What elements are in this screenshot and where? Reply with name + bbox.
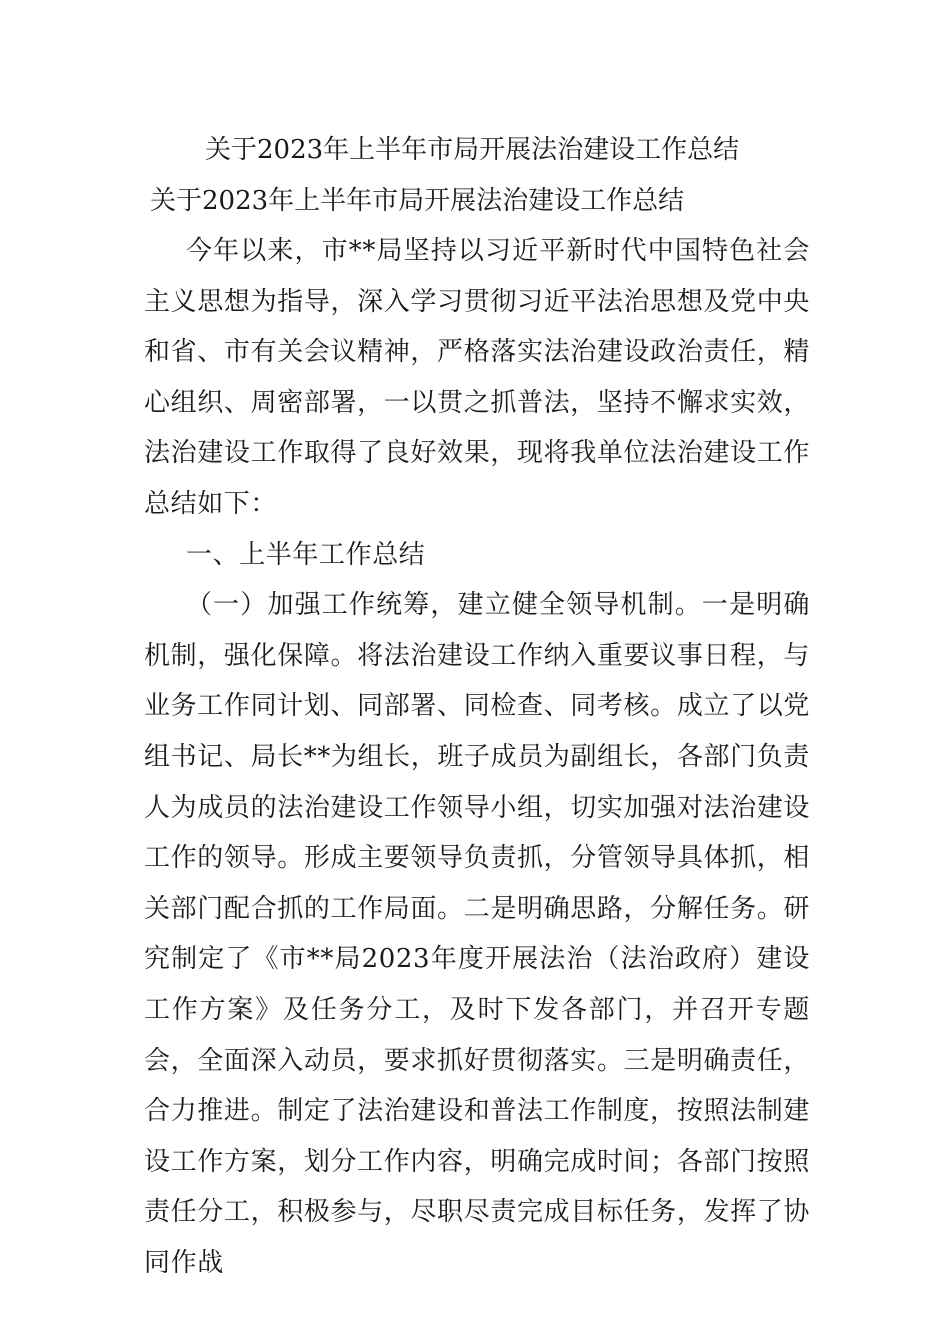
- document-body: [144, 226, 810, 1288]
- document-title: 关于2023年上半年市局开展法治建设工作总结: [205, 135, 740, 165]
- document-subtitle: 关于2023年上半年市局开展法治建设工作总结: [150, 186, 685, 216]
- intro-paragraph: 今年以来，市**局坚持以习近平新时代中国特色社会主义思想为指导，深入学习贯彻习近平法治思想及党中央和省、市有关会议精神，严格落实法治建设政治责任，精心组织、周密部署，一以贯之抓普法，坚持不懈求实效，法治建设工作取得了良好效果，现将我单位法治建设工作总结如下：: [144, 236, 810, 519]
- section-paragraph: （一）加强工作统筹，建立健全领导机制。一是明确机制，强化保障。将法治建设工作纳入重要议事日程，与业务工作同计划、同部署、同检查、同考核。成立了以党组书记、局长**为组长，班子成员为副组长，各部门负责人为成员的法治建设工作领导小组，切实加强对法治建设工作的领导。形成主要领导负责抓，分管领导具体抓，相关部门配合抓的工作局面。二是明确思路，分解任务。研究制定了《市**局2023年度开展法治（法治政府）建设工作方案》及任务分工，及时下发各部门，并召开专题会，全面深入动员，要求抓好贯彻落实。三是明确责任，合力推进。制定了法治建设和普法工作制度，按照法制建设工作方案，划分工作内容，明确完成时间；各部门按照责任分工，积极参与，尽职尽责完成目标任务，发挥了协同作战: [144, 590, 810, 1278]
- section-heading: 一、上半年工作总结: [186, 539, 426, 570]
